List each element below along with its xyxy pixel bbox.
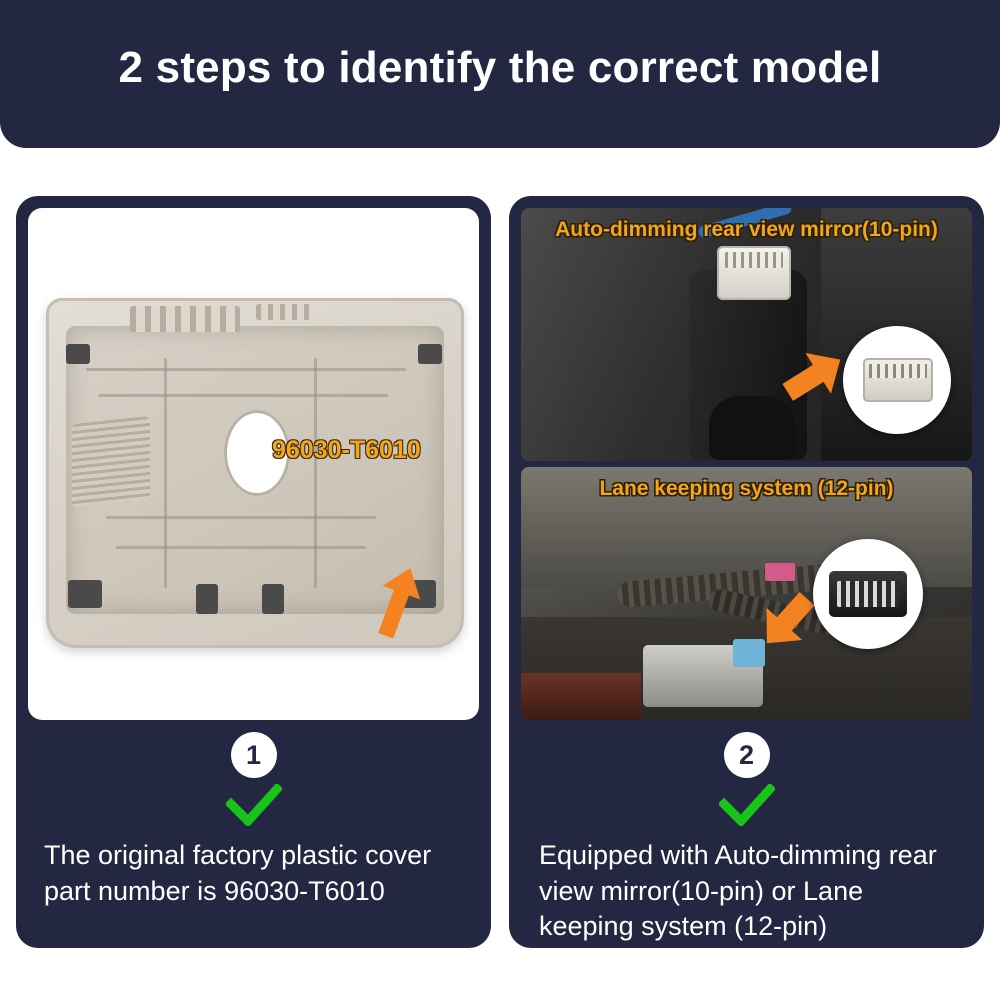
cover-clip xyxy=(66,344,90,364)
cover-clip xyxy=(196,584,218,614)
cover-illustration xyxy=(46,298,464,648)
auto-dimming-mirror-connector-photo xyxy=(521,208,972,461)
step-2-caption: Equipped with Auto-dimming rear view mirror(10-pin) or Lane keeping system (12-pin) xyxy=(539,840,937,942)
part-number-label: 96030-T6010 xyxy=(272,436,421,464)
module-blue-tab xyxy=(733,639,765,667)
page-title: 2 steps to identify the correct model xyxy=(118,43,882,92)
red-carpet-area xyxy=(521,673,641,720)
photo-a-caption: Auto-dimming rear view mirror(10-pin) xyxy=(555,218,938,241)
white-10-pin-connector xyxy=(717,246,791,300)
cover-clip xyxy=(68,580,102,608)
cover-grille xyxy=(72,416,150,508)
pink-connector-tag xyxy=(765,563,795,581)
white-connector-closeup xyxy=(863,358,933,402)
step-number-badge: 1 xyxy=(231,732,277,778)
step-number-badge: 2 xyxy=(724,732,770,778)
cover-rib xyxy=(86,368,406,371)
step-2-meta xyxy=(521,720,972,945)
plastic-roof-cover-photo xyxy=(28,208,479,720)
step-1-meta xyxy=(28,720,479,936)
cover-vent-slots xyxy=(130,306,240,332)
black-connector-closeup xyxy=(829,571,907,617)
step-1-caption: The original factory plastic cover part number is 96030-T6010 xyxy=(44,840,432,906)
header-banner xyxy=(0,0,1000,148)
green-check-icon xyxy=(226,784,282,826)
steps-container xyxy=(16,196,984,948)
mirror-mount-base xyxy=(709,396,795,460)
photo-b-caption: Lane keeping system (12-pin) xyxy=(599,477,894,500)
connector-inset-bubble xyxy=(843,326,951,434)
lane-keeping-system-connector-photo xyxy=(521,467,972,720)
cover-clip xyxy=(418,344,442,364)
connector-inset-bubble xyxy=(813,539,923,649)
step-card-2 xyxy=(509,196,984,948)
cover-rib xyxy=(116,546,366,549)
cover-rib xyxy=(98,394,388,397)
cover-rib xyxy=(106,516,376,519)
cover-clip xyxy=(262,584,284,614)
cover-rib xyxy=(314,358,317,588)
green-check-icon xyxy=(719,784,775,826)
step-2-photos xyxy=(521,208,972,720)
cover-rib xyxy=(164,358,167,588)
cover-vent-slots-secondary xyxy=(256,304,312,320)
step-card-1 xyxy=(16,196,491,948)
